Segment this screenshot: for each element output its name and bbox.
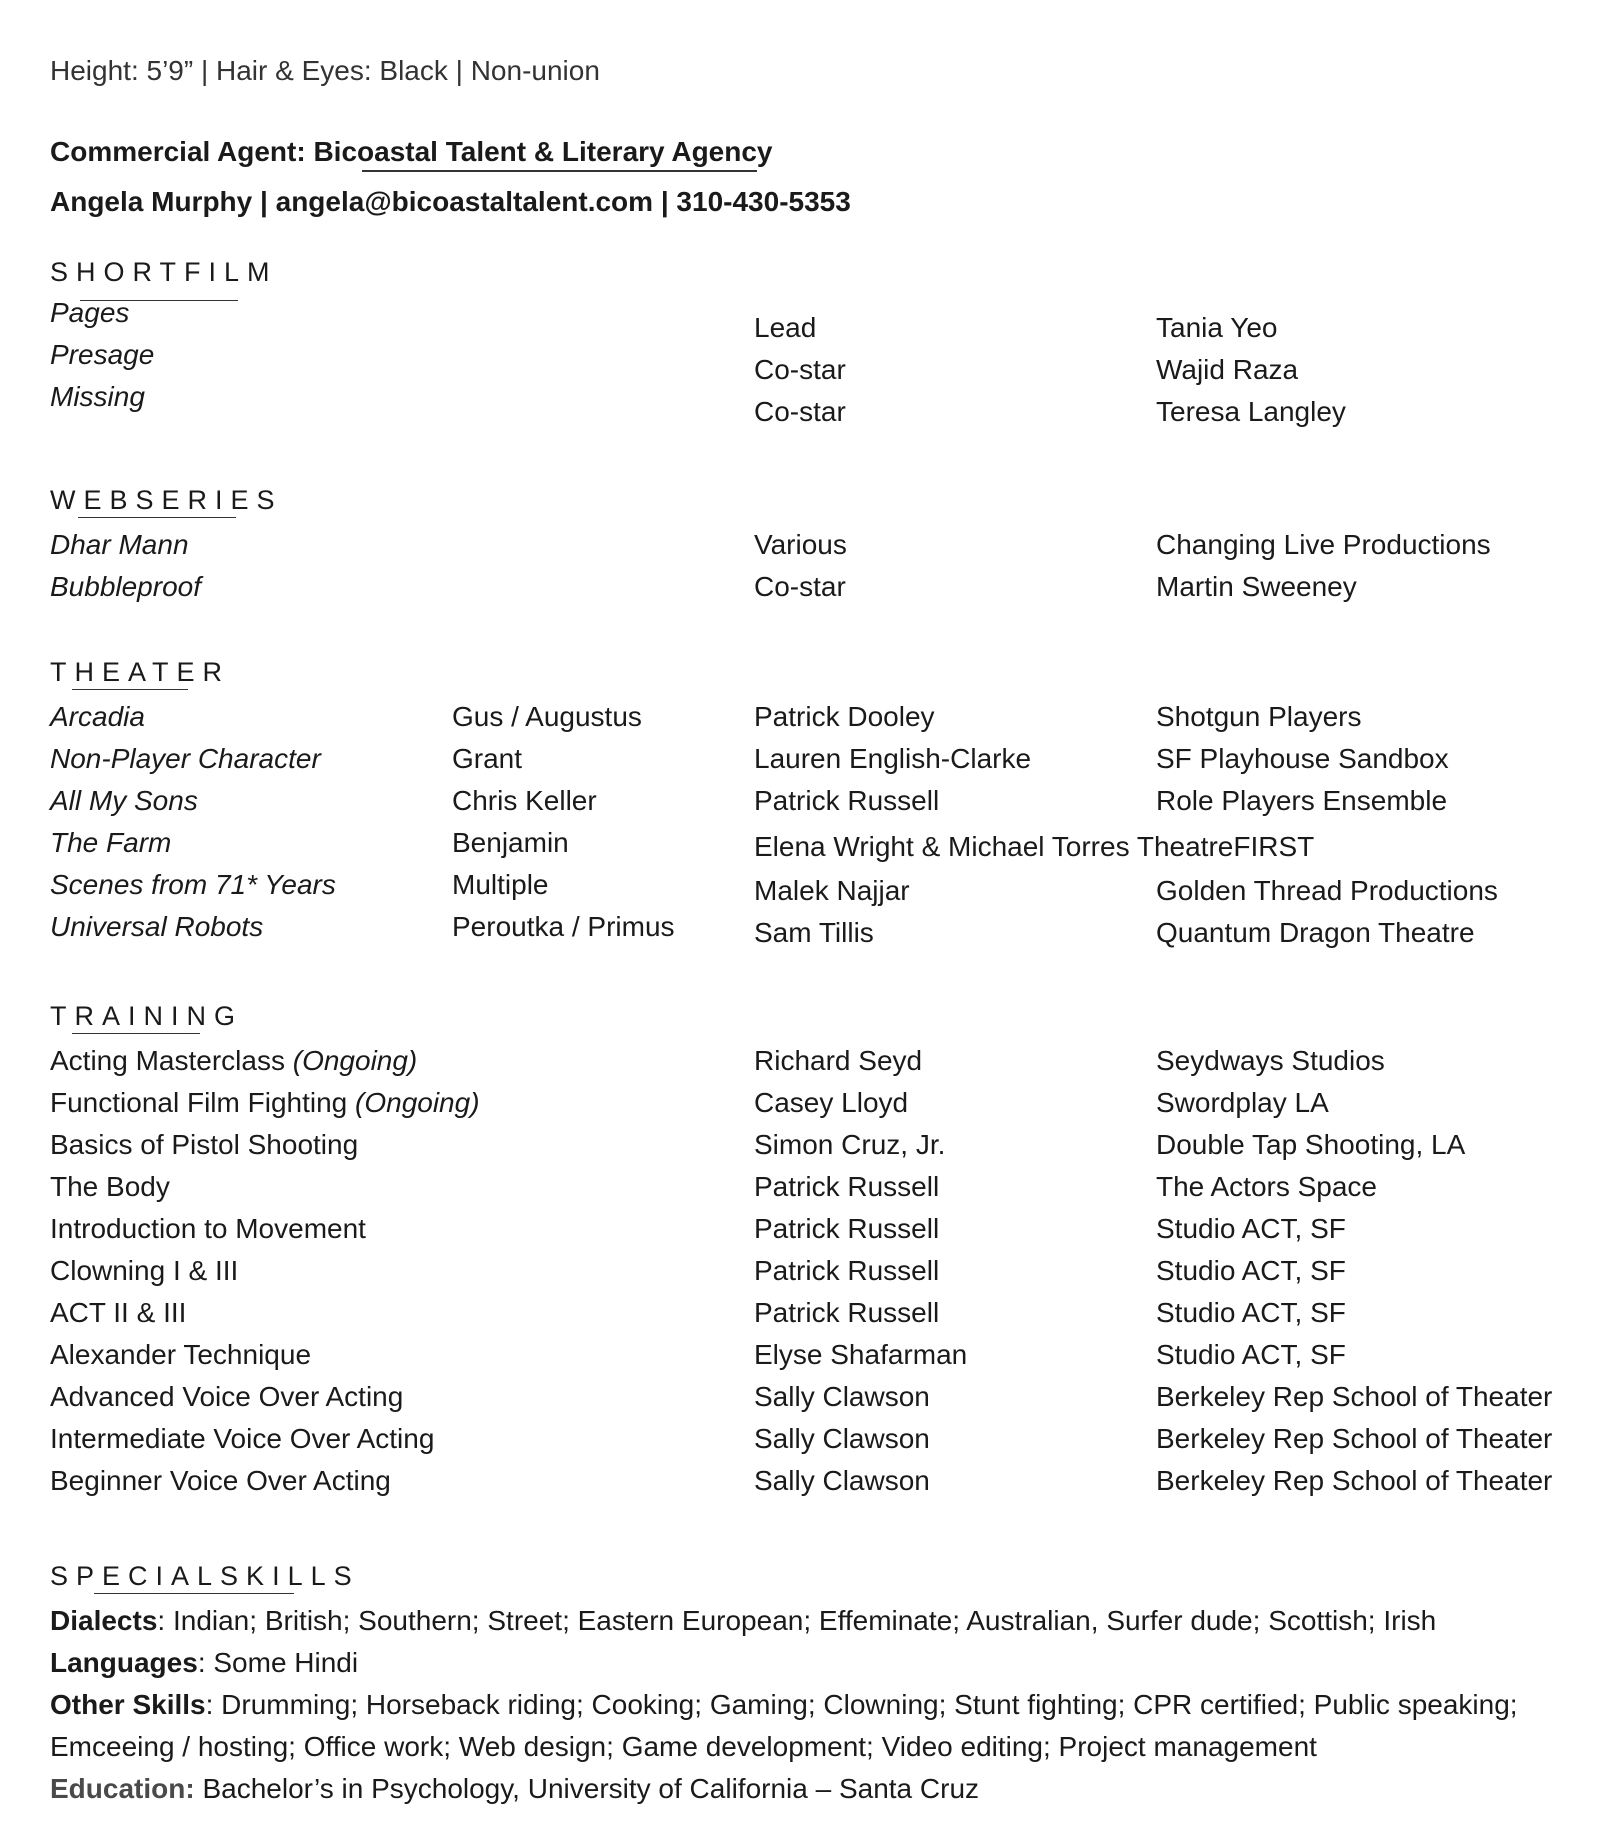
skills-label: Dialects xyxy=(50,1605,158,1636)
heading-underline xyxy=(72,1033,200,1034)
section-heading-theater: THEATER xyxy=(50,657,231,687)
credit-title: Non-Player Character xyxy=(50,743,321,774)
section-heading-training: TRAINING xyxy=(50,1001,244,1031)
skills-education xyxy=(50,1772,979,1806)
training-teacher: Richard Seyd xyxy=(754,1045,923,1076)
theater-row xyxy=(0,916,1600,950)
credit-company: Role Players Ensemble xyxy=(1156,785,1448,816)
training-school: Swordplay LA xyxy=(1156,1087,1329,1118)
credit-director: Sam Tillis xyxy=(754,917,874,948)
training-row xyxy=(0,1086,1600,1120)
agent-line: Commercial Agent: Bicoastal Talent & Literary Agency xyxy=(50,136,773,167)
training-row xyxy=(0,1464,1600,1498)
skills-label: Education: xyxy=(50,1773,195,1804)
credit-director: Patrick Dooley xyxy=(754,701,935,732)
credit-company: Shotgun Players xyxy=(1156,701,1362,732)
training-course-name: Functional Film Fighting xyxy=(50,1087,356,1118)
credit-company: Changing Live Productions xyxy=(1156,529,1491,560)
credit-company: Martin Sweeney xyxy=(1156,571,1357,602)
training-school: Studio ACT, SF xyxy=(1156,1213,1346,1244)
training-row xyxy=(0,1128,1600,1162)
heading-underline xyxy=(78,517,236,518)
skills-value: : Indian; British; Southern; Street; Eastern European; Effeminate; Australian, Surfer dude; Scottish; Irish xyxy=(157,1605,1437,1636)
training-course-name: The Body xyxy=(50,1171,170,1202)
training-course-name: Introduction to Movement xyxy=(50,1213,366,1244)
theater-row xyxy=(0,742,1600,776)
training-row xyxy=(0,1422,1600,1456)
skills-label: Languages xyxy=(50,1647,198,1678)
credit-company: SF Playhouse Sandbox xyxy=(1156,743,1449,774)
credit-director: Lauren English-Clarke xyxy=(754,743,1032,774)
training-course-name: Beginner Voice Over Acting xyxy=(50,1465,391,1496)
training-teacher: Sally Clawson xyxy=(754,1381,930,1412)
credit-title: Dhar Mann xyxy=(50,529,189,560)
training-school: Berkeley Rep School of Theater xyxy=(1156,1381,1553,1412)
credit-director: Co-star xyxy=(754,396,846,427)
section-heading-web-series: WEBSERIES xyxy=(50,485,283,515)
credit-title: Scenes from 71* Years xyxy=(50,869,336,900)
credit-role: Grant xyxy=(452,743,523,774)
training-school: Studio ACT, SF xyxy=(1156,1339,1346,1370)
training-course-name: Clowning I & III xyxy=(50,1255,239,1286)
credit-title: Missing xyxy=(50,381,145,412)
skills-value: : Drumming; Horseback riding; Cooking; Gaming; Clowning; Stunt fighting; CPR certified; Public speaking; xyxy=(205,1689,1518,1720)
training-school: Studio ACT, SF xyxy=(1156,1297,1346,1328)
theater-row xyxy=(0,700,1600,734)
heading-underline xyxy=(94,1593,294,1594)
training-row xyxy=(0,1044,1600,1078)
training-school: Studio ACT, SF xyxy=(1156,1255,1346,1286)
credit-title: Bubbleproof xyxy=(50,571,202,602)
stats-line: Height: 5’9” | Hair & Eyes: Black | Non-union xyxy=(50,55,600,86)
heading-underline xyxy=(72,689,188,690)
training-teacher: Casey Lloyd xyxy=(754,1087,909,1118)
theater-row xyxy=(0,874,1600,908)
credit-title: Presage xyxy=(50,339,155,370)
credit-company: Teresa Langley xyxy=(1156,396,1346,427)
credit-company: Golden Thread Productions xyxy=(1156,875,1498,906)
short-film-row xyxy=(0,395,1600,429)
credit-title: The Farm xyxy=(50,827,172,858)
credit-title: Arcadia xyxy=(50,701,145,732)
training-school: Berkeley Rep School of Theater xyxy=(1156,1465,1553,1496)
skills-value: Bachelor’s in Psychology, University of California – Santa Cruz xyxy=(194,1773,980,1804)
agent-underline xyxy=(362,170,757,172)
training-course-name: ACT II & III xyxy=(50,1297,187,1328)
credit-role: Peroutka / Primus xyxy=(452,911,675,942)
skills-label: Other Skills xyxy=(50,1689,206,1720)
credit-director: Malek Najjar xyxy=(754,875,910,906)
credit-director: Co-star xyxy=(754,571,846,602)
training-course xyxy=(50,1044,417,1078)
training-course xyxy=(50,1086,480,1120)
training-row xyxy=(0,1170,1600,1204)
skills-value: : Some Hindi xyxy=(197,1647,359,1678)
training-school: Double Tap Shooting, LA xyxy=(1156,1129,1466,1160)
training-school: Berkeley Rep School of Theater xyxy=(1156,1423,1553,1454)
training-teacher: Patrick Russell xyxy=(754,1255,940,1286)
credit-company: Wajid Raza xyxy=(1156,354,1299,385)
contact-line: Angela Murphy | angela@bicoastaltalent.com | 310-430-5353 xyxy=(50,186,851,217)
section-heading-short-film: SHORTFILM xyxy=(50,257,278,287)
training-course-name: Basics of Pistol Shooting xyxy=(50,1129,359,1160)
training-school: The Actors Space xyxy=(1156,1171,1378,1202)
training-school: Seydways Studios xyxy=(1156,1045,1385,1076)
training-teacher: Patrick Russell xyxy=(754,1297,940,1328)
skills-other xyxy=(50,1688,1518,1722)
training-teacher: Simon Cruz, Jr. xyxy=(754,1129,946,1160)
training-teacher: Patrick Russell xyxy=(754,1171,940,1202)
credit-company: Quantum Dragon Theatre xyxy=(1156,917,1475,948)
training-teacher: Sally Clawson xyxy=(754,1465,930,1496)
credit-director: Various xyxy=(754,529,847,560)
training-teacher: Sally Clawson xyxy=(754,1423,930,1454)
credit-director: Co-star xyxy=(754,354,846,385)
training-row xyxy=(0,1212,1600,1246)
section-heading-special-skills: SPECIALSKILLS xyxy=(50,1561,360,1591)
skills-other-continued: Emceeing / hosting; Office work; Web design; Game development; Video editing; Project management xyxy=(50,1731,1317,1762)
credit-title: Universal Robots xyxy=(50,911,264,942)
credit-director: Patrick Russell xyxy=(754,785,940,816)
training-note: (Ongoing) xyxy=(292,1045,418,1076)
credit-director: Elena Wright & Michael Torres TheatreFIRST xyxy=(754,831,1315,862)
skills-languages xyxy=(50,1646,358,1680)
training-row xyxy=(0,1296,1600,1330)
training-teacher: Patrick Russell xyxy=(754,1213,940,1244)
credit-role: Gus / Augustus xyxy=(452,701,642,732)
training-row xyxy=(0,1338,1600,1372)
training-row xyxy=(0,1254,1600,1288)
training-course-name: Acting Masterclass xyxy=(50,1045,293,1076)
credit-title: All My Sons xyxy=(50,785,198,816)
training-course-name: Alexander Technique xyxy=(50,1339,312,1370)
training-course-name: Intermediate Voice Over Acting xyxy=(50,1423,435,1454)
credit-title: Pages xyxy=(50,297,130,328)
credit-company: Tania Yeo xyxy=(1156,312,1278,343)
training-teacher: Elyse Shafarman xyxy=(754,1339,968,1370)
credit-role: Benjamin xyxy=(452,827,569,858)
theater-row xyxy=(0,784,1600,818)
skills-dialects xyxy=(50,1604,1436,1638)
credit-role: Multiple xyxy=(452,869,549,900)
credit-director: Lead xyxy=(754,312,817,343)
credit-role: Chris Keller xyxy=(452,785,597,816)
training-note: (Ongoing) xyxy=(355,1087,480,1118)
web-series-row xyxy=(0,570,1600,604)
training-course-name: Advanced Voice Over Acting xyxy=(50,1381,404,1412)
training-row xyxy=(0,1380,1600,1414)
theater-row xyxy=(0,830,1600,864)
web-series-row xyxy=(0,528,1600,562)
